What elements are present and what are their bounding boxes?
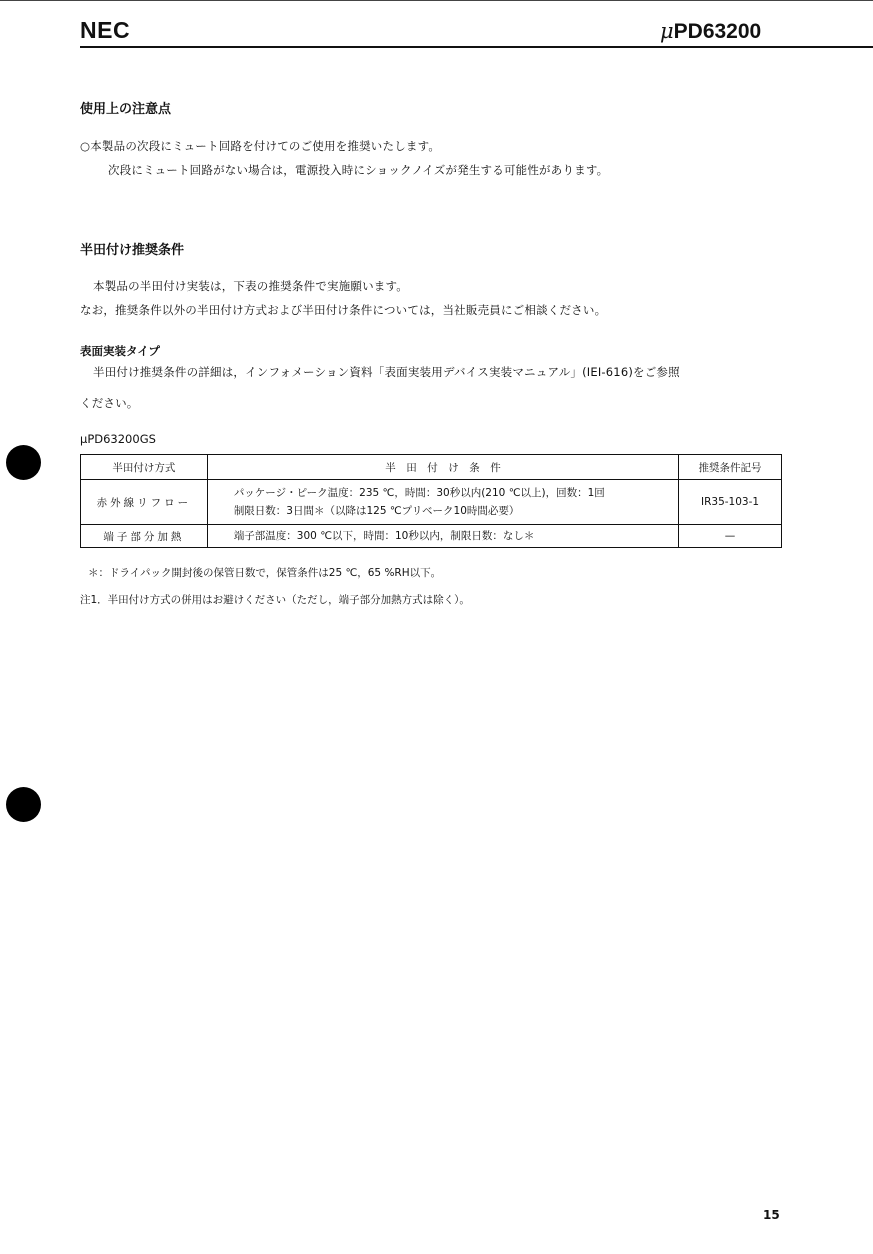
- conditions-cell: 端子部温度：300 ℃以下，時間：10秒以内，制限日数：なし＊: [207, 525, 678, 548]
- header-code: 推奨条件記号: [679, 455, 782, 480]
- method-cell: 端子部分加熱: [81, 525, 208, 548]
- soldering-line-2: なお，推奨条件以外の半田付け方式および半田付け条件については，当社販売員にご相談ください。: [80, 303, 607, 317]
- conditions-cell: [207, 480, 678, 525]
- soldering-line-1: 本製品の半田付け実装は，下表の推奨条件で実施願います。: [93, 279, 408, 293]
- soldering-conditions-table: [80, 454, 782, 548]
- usage-note-line-2: 次段にミュート回路がない場合は，電源投入時にショックノイズが発生する可能性があります。: [108, 163, 609, 177]
- code-cell: —: [679, 525, 782, 548]
- header-rule: [80, 46, 873, 48]
- surface-mount-line-1: 半田付け推奨条件の詳細は，インフォメーション資料「表面実装用デバイス実装マニュアル」(IEI-616)をご参照: [93, 365, 680, 379]
- header-conditions: 半 田 付 け 条 件: [207, 455, 678, 480]
- page-number: 15: [763, 1208, 780, 1222]
- section-heading-soldering: 半田付け推奨条件: [80, 243, 185, 258]
- footnote-1: 注1．半田付け方式の併用はお避けください（ただし，端子部分加熱方式は除く）。: [80, 594, 470, 606]
- section-heading-usage-notes: 使用上の注意点: [80, 102, 172, 117]
- part-number-header: [660, 19, 761, 44]
- binder-hole-upper: [6, 445, 41, 480]
- surface-mount-heading: 表面実装タイプ: [80, 344, 160, 358]
- binder-hole-lower: [6, 787, 41, 822]
- condition-line: 制限日数：3日間＊（以降は125 ℃プリベーク10時間必要）: [233, 505, 520, 517]
- usage-note-line-1: ○本製品の次段にミュート回路を付けてのご使用を推奨いたします。: [80, 139, 441, 153]
- header-method: 半田付け方式: [81, 455, 208, 480]
- method-cell: 赤外線リフロー: [81, 480, 208, 525]
- nec-logo: NEC: [80, 17, 131, 43]
- table-row: [81, 480, 782, 525]
- part-number: PD63200: [673, 20, 762, 43]
- table-row: [81, 525, 782, 548]
- condition-line: パッケージ・ピーク温度：235 ℃，時間：30秒以内(210 ℃以上)，回数：1回: [233, 487, 605, 499]
- table-caption: μPD63200GS: [80, 432, 156, 446]
- part-prefix: μ: [660, 19, 674, 43]
- surface-mount-line-2: ください。: [80, 396, 139, 410]
- code-cell: IR35-103-1: [679, 480, 782, 525]
- top-border-line: [0, 0, 873, 1]
- table-header-row: [81, 455, 782, 480]
- footnote-star: ＊：ドライパック開封後の保管日数で，保管条件は25 ℃，65 %RH以下。: [88, 567, 442, 579]
